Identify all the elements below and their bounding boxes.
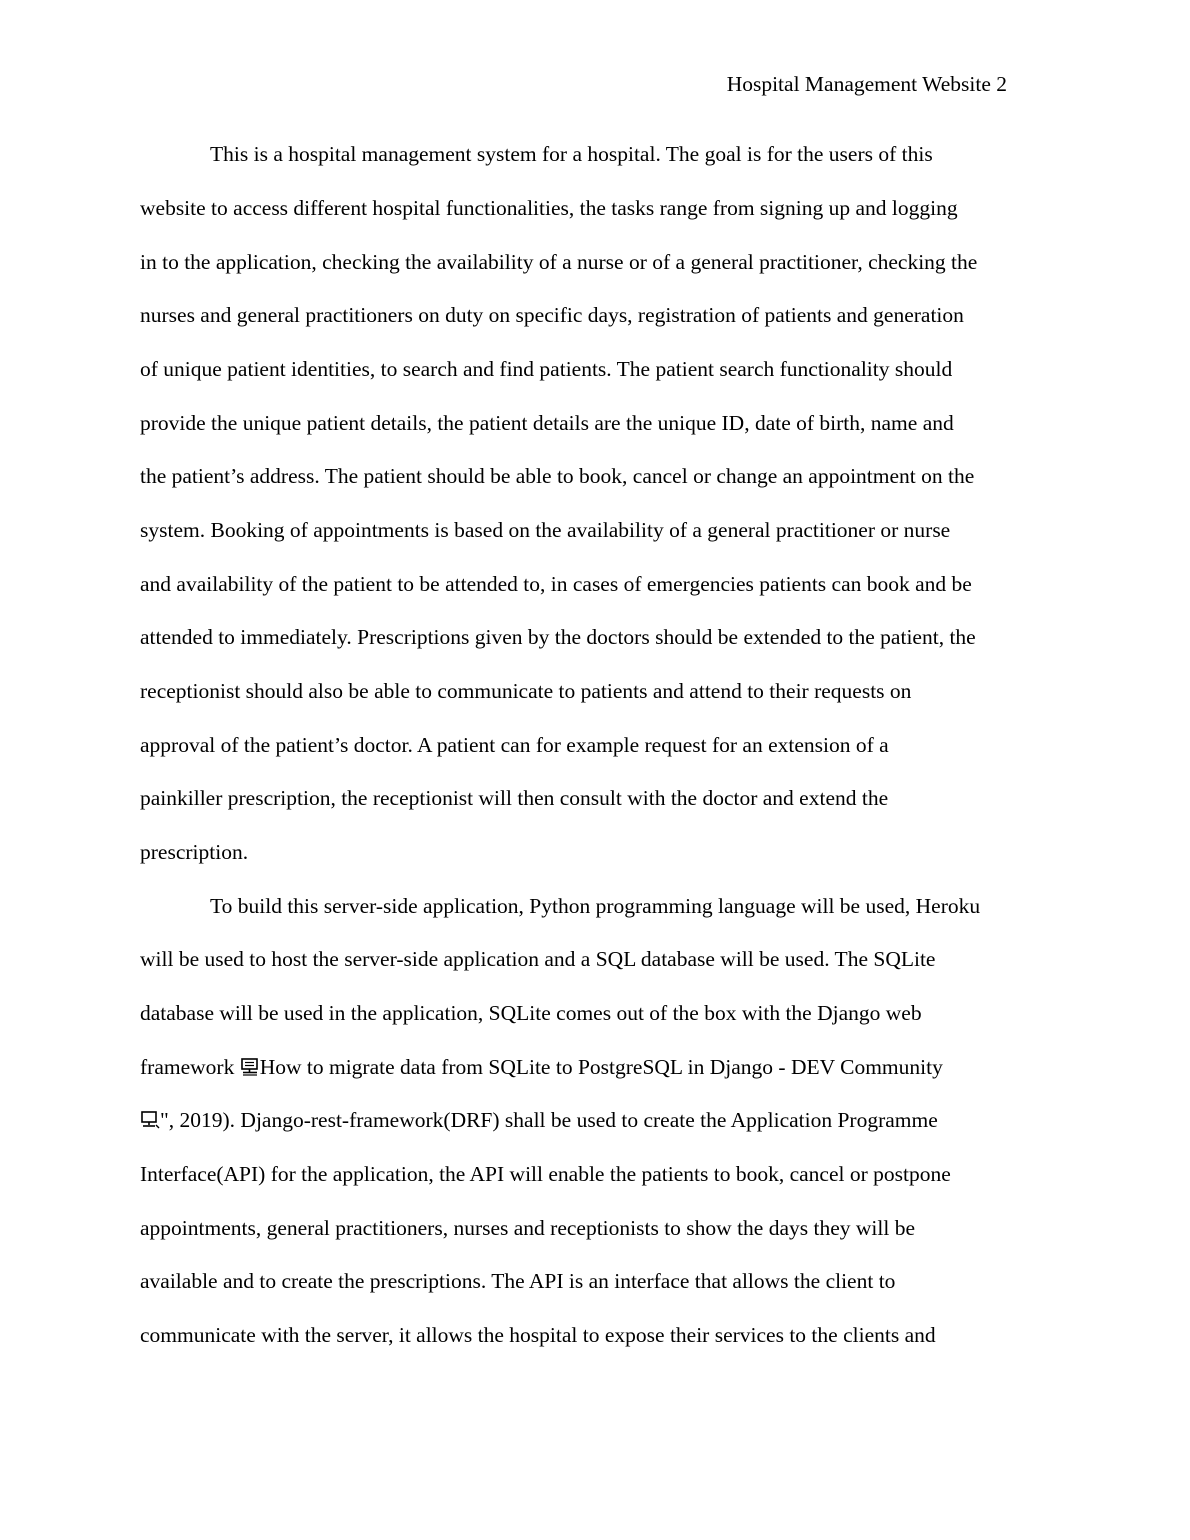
body-line: the patient’s address. The patient should be able to book, cancel or change an appointment on the [140,464,975,488]
running-head: Hospital Management Website 2 [726,72,1007,96]
computer-icon [140,1109,160,1129]
body-line: database will be used in the application, SQLite comes out of the box with the Django web [140,1001,922,1025]
body-line: provide the unique patient details, the patient details are the unique ID, date of birth, name and [140,411,954,435]
line-text: ", 2019). Django-rest-framework(DRF) shall be used to create the Application Programme [160,1108,938,1132]
body-line: system. Booking of appointments is based on the availability of a general practitioner or nurse [140,518,951,542]
line-text: framework [140,1055,240,1079]
body-line: website to access different hospital functionalities, the tasks range from signing up and logging [140,196,958,220]
body-line: receptionist should also be able to communicate to patients and attend to their requests on [140,679,912,703]
body-line: nurses and general practitioners on duty on specific days, registration of patients and generation [140,303,964,327]
body-line: This is a hospital management system for a hospital. The goal is for the users of this [210,142,933,166]
body-line: attended to immediately. Prescriptions given by the doctors should be extended to the patient, the [140,625,976,649]
dev-community-logo-icon [240,1056,260,1076]
body-line: will be used to host the server-side application and a SQL database will be used. The SQLite [140,947,936,971]
body-line: communicate with the server, it allows the hospital to expose their services to the clients and [140,1323,936,1347]
line-text: How to migrate data from SQLite to PostgreSQL in Django - DEV Community [259,1055,943,1079]
body-line: To build this server-side application, Python programming language will be used, Heroku [210,894,981,918]
body-line: prescription. [140,840,249,864]
body-line [140,1053,943,1081]
body-line [140,1106,938,1134]
body-line: in to the application, checking the availability of a nurse or of a general practitioner, checking the [140,250,978,274]
body-line: appointments, general practitioners, nurses and receptionists to show the days they will be [140,1216,916,1240]
body-line: and availability of the patient to be attended to, in cases of emergencies patients can book and be [140,572,972,596]
body-line: available and to create the prescriptions. The API is an interface that allows the client to [140,1269,896,1293]
body-line: Interface(API) for the application, the API will enable the patients to book, cancel or postpone [140,1162,951,1186]
body-line: of unique patient identities, to search and find patients. The patient search functionality should [140,357,953,381]
body-line: painkiller prescription, the receptionist will then consult with the doctor and extend the [140,786,889,810]
body-line: approval of the patient’s doctor. A patient can for example request for an extension of a [140,733,889,757]
